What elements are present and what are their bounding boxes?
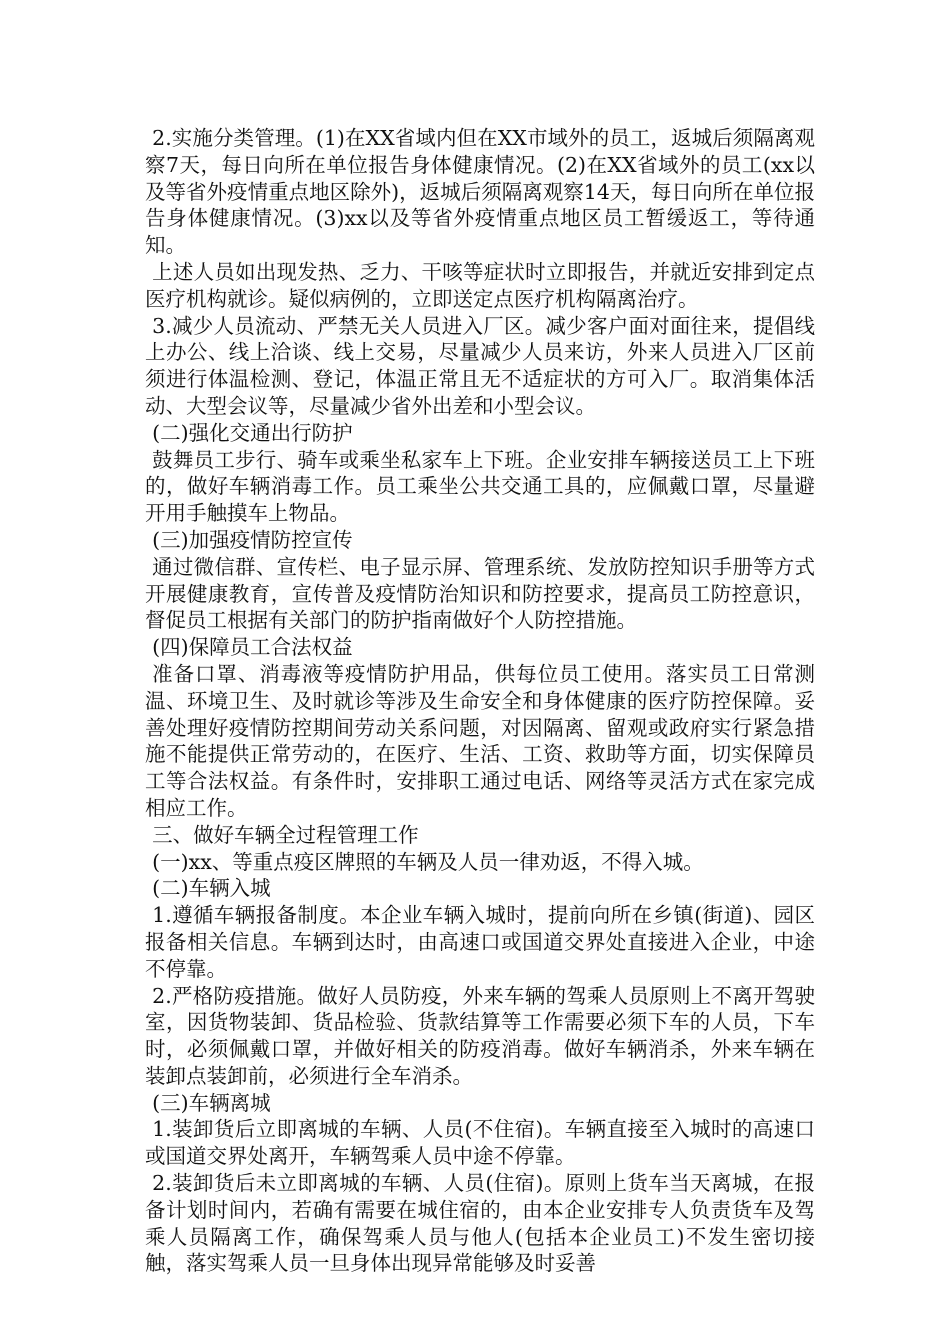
paragraph-immediate-exit: 1.装卸货后立即离城的车辆、人员(不住宿)。车辆直接至入城时的高速口或国道交界处离开，车辆驾乘人员中途不停靠。	[145, 1117, 815, 1169]
paragraph-epidemic-measures: 2.严格防疫措施。做好人员防疫，外来车辆的驾乘人员原则上不离开驾驶室，因货物装卸、货品检验、货款结算等工作需要必须下车的人员，下车时，必须佩戴口罩，并做好相关的防疫消毒。做好车辆消杀，外来车辆在装卸点装卸前，必须进行全车消杀。	[145, 983, 815, 1088]
document-page	[145, 125, 815, 1277]
paragraph-reduce-movement: 3.减少人员流动、严禁无关人员进入厂区。减少客户面对面往来，提倡线上办公、线上洽谈、线上交易，尽量减少人员来访，外来人员进入厂区前须进行体温检测、登记，体温正常且无不适症状的方可入厂。取消集体活动、大型会议等，尽量减少省外出差和小型会议。	[145, 313, 815, 418]
paragraph-symptom-reporting: 上述人员如出现发热、乏力、干咳等症状时立即报告，并就近安排到定点医疗机构就诊。疑似病例的，立即送定点医疗机构隔离治疗。	[145, 259, 815, 311]
paragraph-vehicle-return: (一)xx、等重点疫区牌照的车辆及人员一律劝返，不得入城。	[152, 849, 704, 874]
heading-traffic-protection: (二)强化交通出行防护	[152, 420, 353, 445]
paragraph-commute: 鼓舞员工步行、骑车或乘坐私家车上下班。企业安排车辆接送员工上下班的，做好车辆消毒工作。员工乘坐公共交通工具的，应佩戴口罩，尽量避开用手触摸车上物品。	[145, 447, 815, 526]
heading-employee-rights: (四)保障员工合法权益	[152, 635, 353, 660]
paragraph-health-education: 通过微信群、宣传栏、电子显示屏、管理系统、发放防控知识手册等方式开展健康教育，宣传普及疫情防治知识和防控要求，提高员工防控意识，督促员工根据有关部门的防护指南做好个人防控措施。	[145, 554, 815, 633]
heading-publicity: (三)加强疫情防控宣传	[152, 527, 353, 552]
heading-vehicle-entry: (二)车辆入城	[152, 876, 271, 901]
heading-vehicle-exit: (三)车辆离城	[152, 1090, 271, 1115]
paragraph-protective-supplies: 准备口罩、消毒液等疫情防护用品，供每位员工使用。落实员工日常测温、环境卫生、及时就诊等涉及生命安全和身体健康的医疗防控保障。妥善处理好疫情防控期间劳动关系问题，对因隔离、留观或政府实行紧急措施不能提供正常劳动的，在医疗、生活、工资、救助等方面，切实保障员工等合法权益。有条件时，安排职工通过电话、网络等灵活方式在家完成相应工作。	[145, 661, 815, 820]
heading-vehicle-management: 三、做好车辆全过程管理工作	[152, 822, 419, 847]
paragraph-vehicle-registration: 1.遵循车辆报备制度。本企业车辆入城时，提前向所在乡镇(街道)、园区报备相关信息。车辆到达时，由高速口或国道交界处直接进入企业，中途不停靠。	[145, 903, 815, 981]
paragraph-classified-management: 2.实施分类管理。(1)在XX省域内但在XX市域外的员工，返城后须隔离观察7天，每日向所在单位报告身体健康情况。(2)在XX省域外的员工(xx以及等省外疫情重点地区除外)，返城后须隔离观察14天，每日向所在单位报告身体健康情况。(3)xx以及等省外疫情重点地区员工暂缓返工，等待通知。	[145, 126, 815, 258]
paragraph-overnight-stay: 2.装卸货后未立即离城的车辆、人员(住宿)。原则上货车当天离城，在报备计划时间内，若确有需要在城住宿的，由本企业安排专人负责货车及驾乘人员隔离工作，确保驾乘人员与他人(包括本企业员工)不发生密切接触，落实驾乘人员一旦身体出现异常能够及时妥善	[145, 1171, 815, 1276]
